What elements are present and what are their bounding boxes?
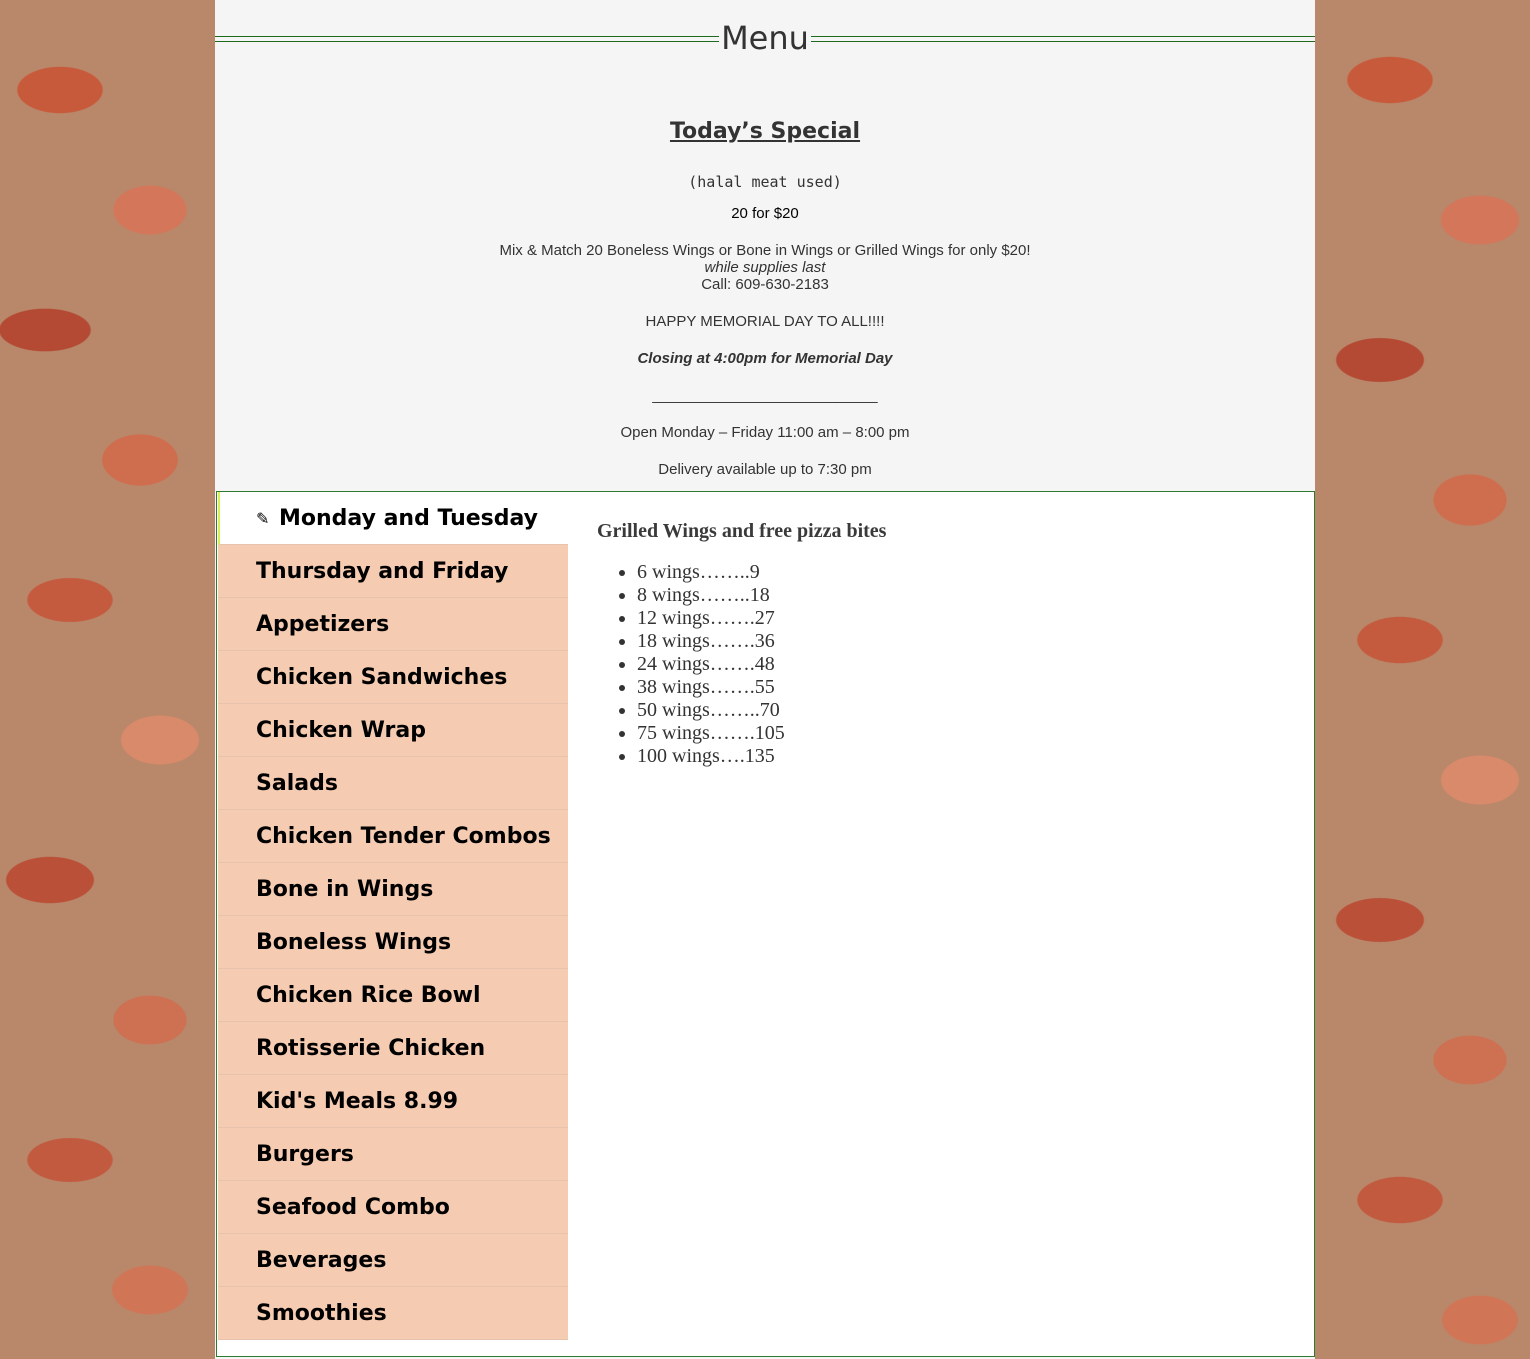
tab-rotisserie-chicken[interactable] — [218, 1022, 568, 1075]
supplies-note: while supplies last — [704, 259, 826, 276]
list-item: • 38 wings…….55 — [637, 676, 1277, 699]
list-item: • 24 wings…….48 — [637, 653, 1277, 676]
tab-label: Salads — [256, 770, 338, 796]
tab-label: Chicken Tender Combos — [256, 823, 551, 849]
list-item: • 18 wings…….36 — [637, 630, 1277, 653]
tab-chicken-sandwiches[interactable] — [218, 651, 568, 704]
tab-label: Boneless Wings — [256, 929, 452, 955]
tab-label: Chicken Wrap — [256, 717, 426, 743]
tab-label: Beverages — [256, 1247, 387, 1273]
page — [215, 0, 1315, 1359]
todays-special-section — [215, 110, 1315, 478]
header-rule-right — [811, 36, 1315, 42]
header-rule-left — [215, 36, 719, 42]
tab-seafood-combo[interactable] — [218, 1181, 568, 1234]
delivery-text: Delivery available up to 7:30 pm — [658, 461, 872, 478]
tab-burgers[interactable] — [218, 1128, 568, 1181]
tab-label: Burgers — [256, 1141, 354, 1167]
list-item: • 8 wings……..18 — [637, 584, 1277, 607]
page-title: Menu — [721, 19, 809, 57]
tab-content — [597, 520, 1277, 768]
menu-tabs-panel — [216, 491, 1315, 1357]
pin-icon: ✎ — [256, 508, 270, 528]
tab-smoothies[interactable] — [218, 1287, 568, 1340]
tab-list — [218, 492, 568, 1356]
list-item: • 100 wings….135 — [637, 745, 1277, 768]
list-item: • 6 wings……..9 — [637, 561, 1277, 584]
tab-label: Smoothies — [256, 1300, 387, 1326]
content-title: Grilled Wings and free pizza bites — [597, 520, 887, 542]
menu-header — [215, 18, 1315, 62]
list-item: • 75 wings…….105 — [637, 722, 1277, 745]
tab-appetizers[interactable] — [218, 598, 568, 651]
list-item: • 50 wings……..70 — [637, 699, 1277, 722]
tab-label: Kid's Meals 8.99 — [256, 1088, 459, 1114]
tab-label: Monday and Tuesday — [279, 505, 539, 531]
closing-note: Closing at 4:00pm for Memorial Day — [637, 350, 893, 367]
tab-label: Rotisserie Chicken — [256, 1035, 486, 1061]
deal-text: 20 for $20 — [731, 205, 799, 222]
special-heading: Today’s Special — [669, 119, 861, 144]
tab-salads[interactable] — [218, 757, 568, 810]
tab-label: Appetizers — [256, 611, 390, 637]
tab-label: Chicken Rice Bowl — [256, 982, 481, 1008]
tab-beverages[interactable] — [218, 1234, 568, 1287]
tab-chicken-tender-combos[interactable] — [218, 810, 568, 863]
phone-text: Call: 609-630-2183 — [701, 276, 829, 293]
tab-label: Chicken Sandwiches — [256, 664, 508, 690]
tab-chicken-rice-bowl[interactable] — [218, 969, 568, 1022]
tab-thursday-and-friday[interactable] — [218, 545, 568, 598]
deal-description: Mix & Match 20 Boneless Wings or Bone in Wings or Grilled Wings for only $20! — [499, 242, 1031, 259]
tab-bone-in-wings[interactable] — [218, 863, 568, 916]
hours-text: Open Monday – Friday 11:00 am – 8:00 pm — [620, 424, 910, 441]
tab-label: Seafood Combo — [256, 1194, 450, 1220]
tab-chicken-wrap[interactable] — [218, 704, 568, 757]
tab-label: Thursday and Friday — [256, 558, 509, 584]
price-list — [597, 561, 1277, 768]
list-item: • 12 wings…….27 — [637, 607, 1277, 630]
tab-label: Bone in Wings — [256, 876, 434, 902]
tab-boneless-wings[interactable] — [218, 916, 568, 969]
greeting-text: HAPPY MEMORIAL DAY TO ALL!!!! — [645, 313, 885, 330]
divider-line: ___________________________ — [652, 387, 878, 404]
tab-kids-meals[interactable] — [218, 1075, 568, 1128]
tab-monday-and-tuesday[interactable] — [218, 492, 568, 545]
halal-note: (halal meat used) — [688, 173, 842, 191]
